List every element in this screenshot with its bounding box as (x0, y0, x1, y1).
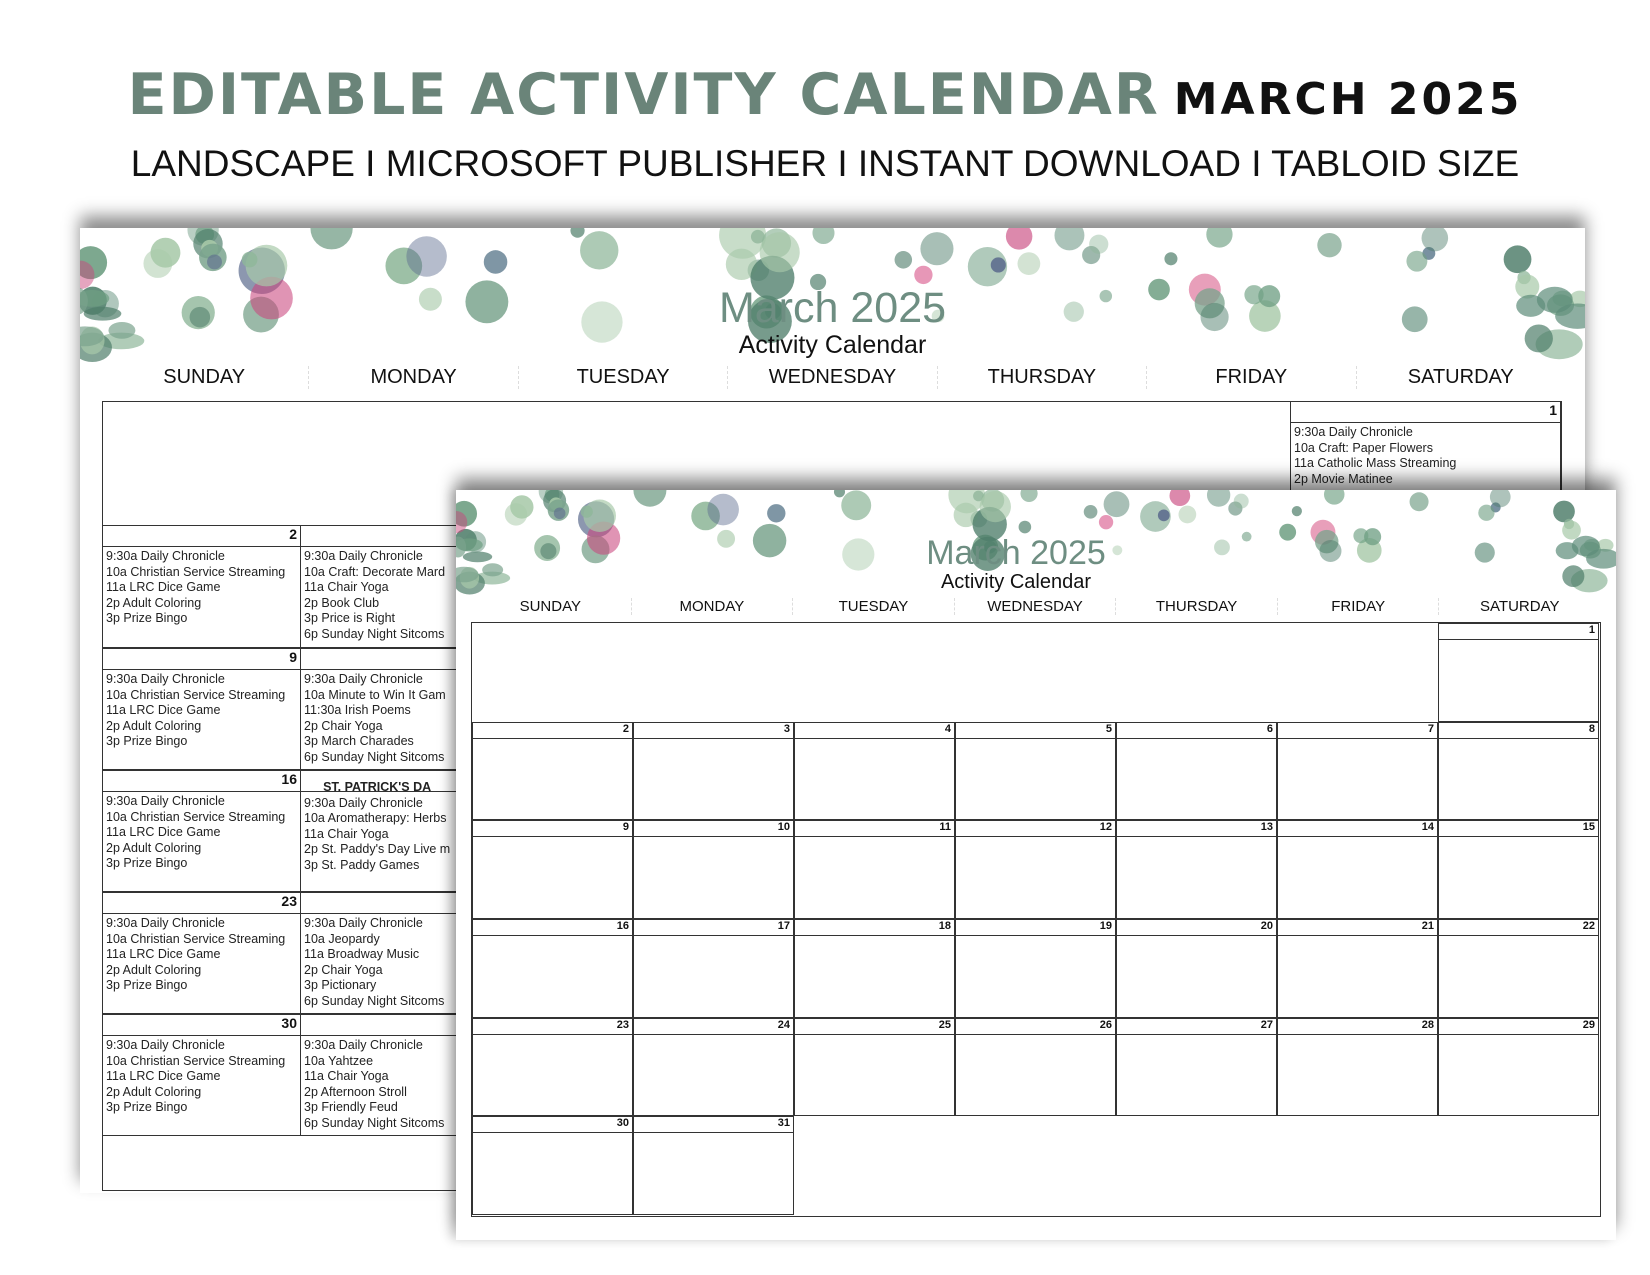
date-number: 25 (938, 1018, 951, 1031)
day-cell[interactable] (633, 1018, 794, 1117)
day-cell[interactable] (1438, 820, 1599, 919)
day-cell[interactable] (103, 525, 301, 648)
weekday-label: FRIDAY (1147, 366, 1356, 389)
weekday-label: WEDNESDAY (955, 598, 1117, 615)
weekday-label: TUESDAY (519, 366, 728, 389)
product-title: EDITABLE ACTIVITY CALENDAR (127, 62, 1160, 128)
date-number: 1 (1549, 402, 1557, 418)
date-number: 12 (1099, 821, 1112, 834)
date-divider (1278, 738, 1437, 739)
activity-item: 10a Jeopardy (304, 931, 380, 946)
date-divider (956, 836, 1115, 837)
date-divider (634, 1034, 793, 1035)
date-number: 10 (777, 821, 790, 834)
flower-shape (767, 504, 785, 522)
date-divider (634, 738, 793, 739)
day-cell[interactable] (1116, 820, 1277, 919)
weekday-label: THURSDAY (1116, 598, 1278, 615)
activity-item: 10a Christian Service Streaming (106, 687, 286, 702)
activity-item: 6p Sunday Night Sitcoms (304, 993, 445, 1008)
date-divider (956, 738, 1115, 739)
activity-list (106, 794, 285, 872)
calendar-subtitle: Activity Calendar (738, 331, 927, 359)
day-cell[interactable] (1277, 919, 1438, 1018)
day-cell[interactable] (472, 919, 633, 1018)
weekday-label: SATURDAY (1407, 366, 1514, 388)
activity-item: 10a Christian Service Streaming (106, 1053, 286, 1068)
date-divider (634, 935, 793, 936)
flower-shape (991, 257, 1006, 272)
date-number: 30 (616, 1117, 629, 1130)
flower-shape (841, 490, 871, 520)
activity-list (304, 916, 444, 1010)
flower-shape (1504, 245, 1532, 273)
flower-shape (1019, 521, 1032, 534)
flower-shape (1317, 233, 1341, 257)
activity-item: 6p Sunday Night Sitcoms (304, 749, 445, 764)
day-cell[interactable] (955, 722, 1116, 821)
date-number: 22 (1582, 920, 1595, 932)
date-divider (473, 935, 632, 936)
activity-item: 2p Book Club (304, 595, 380, 610)
activity-item: 9:30a Daily Chronicle (1294, 425, 1413, 439)
weekday-header-row (470, 598, 1600, 615)
weekday-label: MONDAY (309, 366, 518, 389)
activity-item: 9:30a Daily Chronicle (106, 672, 225, 686)
date-divider (1278, 935, 1437, 936)
activity-item: 11a Chair Yoga (304, 1069, 389, 1084)
date-divider (473, 1132, 632, 1133)
date-divider (1439, 738, 1598, 739)
activity-item: 6p Sunday Night Sitcoms (304, 626, 445, 641)
day-cell[interactable] (955, 919, 1116, 1018)
activity-item: 2p Afternoon Stroll (304, 1084, 407, 1099)
activity-item: 2p Chair Yoga (304, 962, 383, 977)
date-divider (1439, 639, 1598, 640)
day-cell[interactable] (1116, 919, 1277, 1018)
flower-shape (310, 228, 352, 249)
activity-item: 11a Broadway Music (304, 947, 420, 962)
activity-item: 3p St. Paddy Games (304, 857, 420, 872)
activity-item: 9:30a Daily Chronicle (304, 795, 423, 810)
flower-shape (948, 490, 985, 513)
date-number: 7 (1427, 722, 1434, 735)
day-cell[interactable] (103, 1014, 301, 1136)
flower-shape (1099, 515, 1113, 529)
date-divider (1117, 738, 1276, 739)
activity-item: 9:30a Daily Chronicle (106, 1038, 225, 1052)
activity-list (106, 672, 285, 750)
weekday-label: FRIDAY (1278, 598, 1440, 615)
activity-item: 2p Movie Matinee (1294, 471, 1393, 486)
date-divider (473, 1034, 632, 1035)
day-cell[interactable] (633, 1116, 794, 1215)
activity-item: 2p St. Paddy's Day Live m (304, 842, 451, 857)
date-number: 26 (1099, 1018, 1112, 1031)
day-cell[interactable] (472, 1116, 633, 1215)
flower-shape (980, 491, 1011, 522)
date-number: 8 (1588, 722, 1595, 735)
activity-item: 9:30a Daily Chronicle (304, 1038, 423, 1052)
date-divider (103, 669, 300, 670)
date-number: 16 (281, 771, 297, 787)
date-divider (1117, 836, 1276, 837)
activity-item: 11a LRC Dice Game (106, 825, 221, 840)
flower-shape (633, 490, 666, 507)
date-number: 3 (783, 722, 790, 735)
date-divider (956, 935, 1115, 936)
date-number: 2 (289, 526, 297, 542)
activity-list (304, 549, 445, 643)
day-cell[interactable] (1116, 722, 1277, 821)
day-cell[interactable] (1277, 1018, 1438, 1117)
date-divider (1439, 1034, 1598, 1035)
special-event-label: ST. PATRICK'S DA (323, 780, 432, 794)
activity-item: 2p Adult Coloring (106, 1084, 202, 1099)
calendar-sheet-blank (456, 490, 1616, 1240)
date-number: 28 (1421, 1018, 1434, 1031)
day-cell[interactable] (1438, 1018, 1599, 1117)
activity-item: 3p March Charades (304, 734, 414, 749)
date-number: 16 (616, 920, 629, 932)
flower-shape (242, 252, 258, 268)
flower-shape (1324, 490, 1345, 505)
date-divider (1278, 836, 1437, 837)
activity-item: 10a Craft: Decorate Mard (304, 564, 446, 579)
flower-shape (1164, 252, 1177, 265)
date-number: 17 (777, 920, 790, 932)
activity-list (106, 1038, 285, 1116)
day-cell[interactable] (1438, 623, 1599, 722)
flower-shape (834, 490, 845, 497)
date-number: 19 (1099, 920, 1112, 932)
day-cell[interactable] (472, 722, 633, 821)
day-cell[interactable] (794, 1018, 955, 1117)
calendar-title: March 2025 (926, 534, 1106, 572)
activity-item: 2p Adult Coloring (106, 595, 202, 610)
flower-shape (484, 250, 508, 274)
day-cell[interactable] (1116, 1018, 1277, 1117)
activity-item: 9:30a Daily Chronicle (106, 549, 225, 563)
activity-item: 2p Adult Coloring (106, 718, 202, 733)
activity-item: 11a Chair Yoga (304, 580, 389, 595)
activity-item: 11a LRC Dice Game (106, 703, 221, 718)
activity-list (304, 672, 446, 766)
activity-item: 9:30a Daily Chronicle (106, 916, 225, 930)
weekday-header-row (100, 366, 1565, 389)
flower-shape (1406, 251, 1427, 272)
flower-shape (581, 506, 593, 518)
date-number: 9 (622, 821, 629, 834)
activity-item: 3p Prize Bingo (106, 978, 188, 993)
flower-shape (1104, 491, 1130, 517)
day-cell[interactable] (794, 820, 955, 919)
date-number: 23 (616, 1018, 629, 1031)
flower-shape (1018, 252, 1041, 275)
activity-item: 11a LRC Dice Game (106, 580, 221, 595)
date-divider (634, 1132, 793, 1133)
date-number: 1 (1588, 624, 1595, 636)
flower-shape (207, 254, 222, 269)
flower-shape (1084, 505, 1098, 519)
flower-shape (580, 231, 618, 269)
day-cell[interactable] (1438, 722, 1599, 821)
activity-item: 11a LRC Dice Game (106, 947, 221, 962)
flower-shape (1089, 235, 1108, 254)
date-divider (1278, 1034, 1437, 1035)
flower-shape (1553, 501, 1575, 523)
activity-item: 2p Adult Coloring (106, 962, 202, 977)
date-number: 27 (1260, 1018, 1273, 1031)
flower-shape (510, 495, 533, 518)
flower-shape (1234, 494, 1249, 509)
flower-shape (914, 266, 932, 284)
activity-item: 6p Sunday Night Sitcoms (304, 1115, 445, 1130)
weekday-label: THURSDAY (938, 366, 1147, 389)
flower-shape (1006, 228, 1033, 250)
activity-item: 3p Prize Bingo (106, 611, 188, 626)
weekday-label: SATURDAY (1480, 598, 1560, 615)
flower-shape (1207, 490, 1230, 507)
weekday-label: MONDAY (632, 598, 794, 615)
activity-item: 3p Pictionary (304, 978, 377, 993)
date-divider (795, 935, 954, 936)
date-divider (634, 836, 793, 837)
product-date: MARCH 2025 (1173, 74, 1523, 125)
activity-item: 3p Price is Right (304, 611, 396, 626)
activity-item: 9:30a Daily Chronicle (304, 549, 423, 563)
flower-shape (760, 232, 800, 272)
day-cell[interactable] (633, 722, 794, 821)
activity-list (304, 1038, 444, 1132)
activity-item: 10a Christian Service Streaming (106, 564, 286, 579)
day-cell[interactable] (1277, 820, 1438, 919)
date-divider (795, 836, 954, 837)
activity-item: 11a Chair Yoga (304, 826, 389, 841)
activity-item: 10a Minute to Win It Gam (304, 687, 446, 702)
date-number: 31 (777, 1117, 790, 1130)
date-number: 14 (1421, 821, 1434, 834)
date-number: 20 (1260, 920, 1273, 932)
date-divider (1117, 1034, 1276, 1035)
activity-item: 10a Craft: Paper Flowers (1294, 440, 1433, 455)
calendar-subtitle: Activity Calendar (940, 571, 1092, 593)
day-cell[interactable] (1277, 722, 1438, 821)
calendar-grid (471, 622, 1601, 1217)
activity-item: 11a Catholic Mass Streaming (1294, 456, 1457, 471)
flower-shape (1020, 490, 1037, 502)
flower-shape (1422, 228, 1449, 251)
date-number: 18 (938, 920, 951, 932)
flower-shape (151, 238, 181, 268)
flower-shape (812, 228, 834, 244)
activity-item: 11:30a Irish Poems (304, 703, 411, 718)
date-divider (473, 836, 632, 837)
activity-item: 11a LRC Dice Game (106, 1069, 221, 1084)
date-divider (1439, 935, 1598, 936)
day-cell[interactable] (472, 1018, 633, 1117)
flower-shape (570, 228, 584, 238)
date-number: 4 (944, 722, 951, 735)
date-number: 29 (1582, 1018, 1595, 1031)
date-number: 9 (289, 649, 297, 665)
activity-list (106, 916, 285, 994)
date-divider (1117, 935, 1276, 936)
flower-shape (895, 251, 913, 269)
activity-list (1294, 425, 1456, 487)
flower-shape (1170, 490, 1191, 506)
date-number: 5 (1105, 722, 1112, 735)
calendar-title: March 2025 (718, 284, 947, 332)
date-number: 15 (1582, 821, 1595, 834)
day-cell[interactable] (633, 820, 794, 919)
day-cell[interactable] (794, 919, 955, 1018)
activity-item: 10a Christian Service Streaming (106, 931, 286, 946)
activity-item: 3p Prize Bingo (106, 856, 188, 871)
date-number: 11 (939, 821, 951, 834)
activity-item: 2p Adult Coloring (106, 840, 202, 855)
date-number: 13 (1260, 821, 1273, 834)
activity-item: 9:30a Daily Chronicle (304, 672, 423, 686)
flower-shape (554, 507, 566, 519)
weekday-label: SUNDAY (100, 366, 309, 389)
weekday-label: WEDNESDAY (728, 366, 937, 389)
day-cell[interactable] (103, 648, 301, 770)
activity-item: 9:30a Daily Chronicle (304, 916, 423, 930)
activity-list (106, 549, 285, 627)
activity-item: 3p Prize Bingo (106, 1100, 188, 1115)
flower-shape (1206, 228, 1232, 248)
date-divider (103, 546, 300, 547)
flower-shape (1292, 506, 1302, 516)
activity-item: 2p Chair Yoga (304, 718, 383, 733)
date-divider (956, 1034, 1115, 1035)
activity-item: 10a Yahtzee (304, 1053, 374, 1068)
flower-shape (1178, 506, 1196, 524)
flower-shape (707, 494, 739, 526)
flower-shape (1478, 505, 1494, 521)
activity-item: 10a Christian Service Streaming (106, 809, 286, 824)
day-cell[interactable] (633, 919, 794, 1018)
weekday-label: TUESDAY (793, 598, 955, 615)
date-divider (1439, 836, 1598, 837)
flower-shape (1410, 492, 1429, 511)
date-divider (795, 1034, 954, 1035)
activity-item: 9:30a Daily Chronicle (106, 794, 225, 808)
date-number: 24 (777, 1018, 790, 1031)
date-divider (103, 913, 300, 914)
day-cell[interactable] (794, 722, 955, 821)
product-subtitle: LANDSCAPE I MICROSOFT PUBLISHER I INSTANT DOWNLOAD I TABLOID SIZE (130, 143, 1520, 184)
date-divider (103, 791, 300, 792)
date-number: 2 (622, 722, 629, 735)
weekday-label: SUNDAY (470, 598, 632, 615)
activity-list (304, 780, 451, 874)
day-cell[interactable] (955, 820, 1116, 919)
activity-item: 3p Prize Bingo (106, 734, 188, 749)
activity-item: 3p Friendly Feud (304, 1100, 398, 1115)
date-number: 30 (281, 1015, 297, 1031)
day-cell[interactable] (103, 892, 301, 1014)
day-cell[interactable] (472, 820, 633, 919)
date-divider (103, 1035, 300, 1036)
flower-shape (920, 232, 953, 265)
date-divider (473, 738, 632, 739)
day-cell[interactable] (1438, 919, 1599, 1018)
date-number: 6 (1266, 722, 1273, 735)
day-cell[interactable] (103, 770, 301, 892)
day-cell[interactable] (955, 1018, 1116, 1117)
date-divider (795, 738, 954, 739)
flower-shape (1158, 509, 1170, 521)
flower-shape (719, 228, 766, 259)
date-number: 23 (281, 893, 297, 909)
flower-shape (1054, 228, 1084, 250)
flower-shape (406, 236, 446, 276)
date-number: 21 (1421, 920, 1434, 932)
date-divider (1291, 422, 1560, 423)
activity-item: 10a Aromatherapy: Herbs (304, 811, 447, 826)
product-header (0, 62, 1650, 128)
